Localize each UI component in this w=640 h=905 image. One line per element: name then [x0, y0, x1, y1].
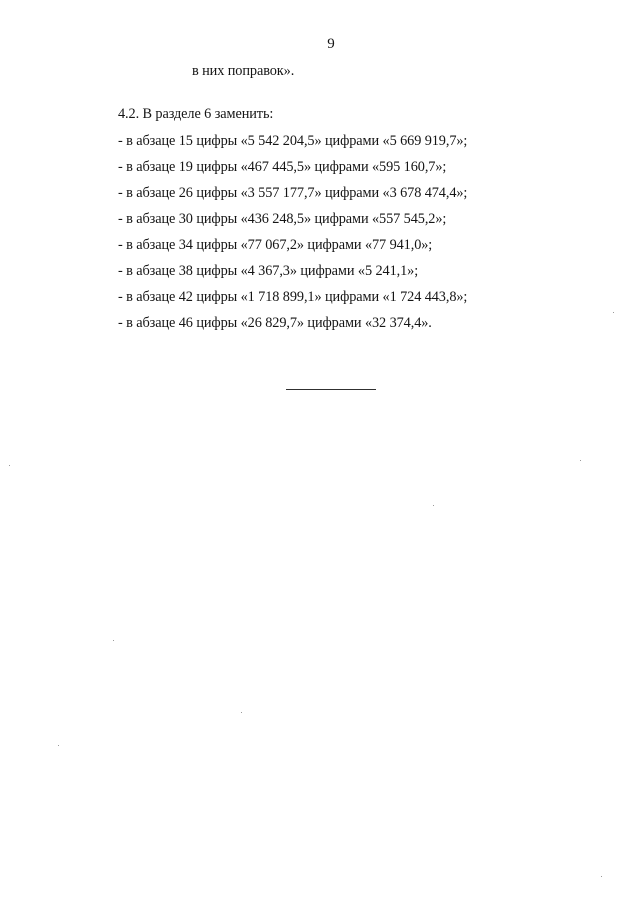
list-item: - в абзаце 19 цифры «467 445,5» цифрами «595 160,7»;: [118, 159, 447, 175]
list-item: - в абзаце 15 цифры «5 542 204,5» цифрами «5 669 919,7»;: [118, 133, 468, 149]
list-item: - в абзаце 34 цифры «77 067,2» цифрами «77 941,0»;: [118, 237, 433, 253]
list-item: - в абзаце 46 цифры «26 829,7» цифрами «32 374,4».: [118, 315, 432, 331]
list-item: - в абзаце 30 цифры «436 248,5» цифрами «557 545,2»;: [118, 211, 447, 227]
scan-speck: [113, 640, 114, 641]
scan-speck: [241, 712, 242, 713]
section-heading: 4.2. В разделе 6 заменить:: [118, 106, 274, 122]
scan-speck: [433, 505, 434, 506]
scan-speck: [601, 876, 602, 877]
scan-speck: [580, 460, 581, 461]
list-item: - в абзаце 38 цифры «4 367,3» цифрами «5 241,1»;: [118, 263, 419, 279]
list-item: - в абзаце 42 цифры «1 718 899,1» цифрами «1 724 443,8»;: [118, 289, 468, 305]
page-number: 9: [327, 36, 335, 52]
scan-speck: [58, 745, 59, 746]
list-item: - в абзаце 26 цифры «3 557 177,7» цифрами «3 678 474,4»;: [118, 185, 468, 201]
scan-speck: [9, 465, 10, 466]
end-divider: [286, 389, 376, 390]
scan-speck: [613, 312, 614, 313]
continuation-text: в них поправок».: [192, 63, 295, 79]
